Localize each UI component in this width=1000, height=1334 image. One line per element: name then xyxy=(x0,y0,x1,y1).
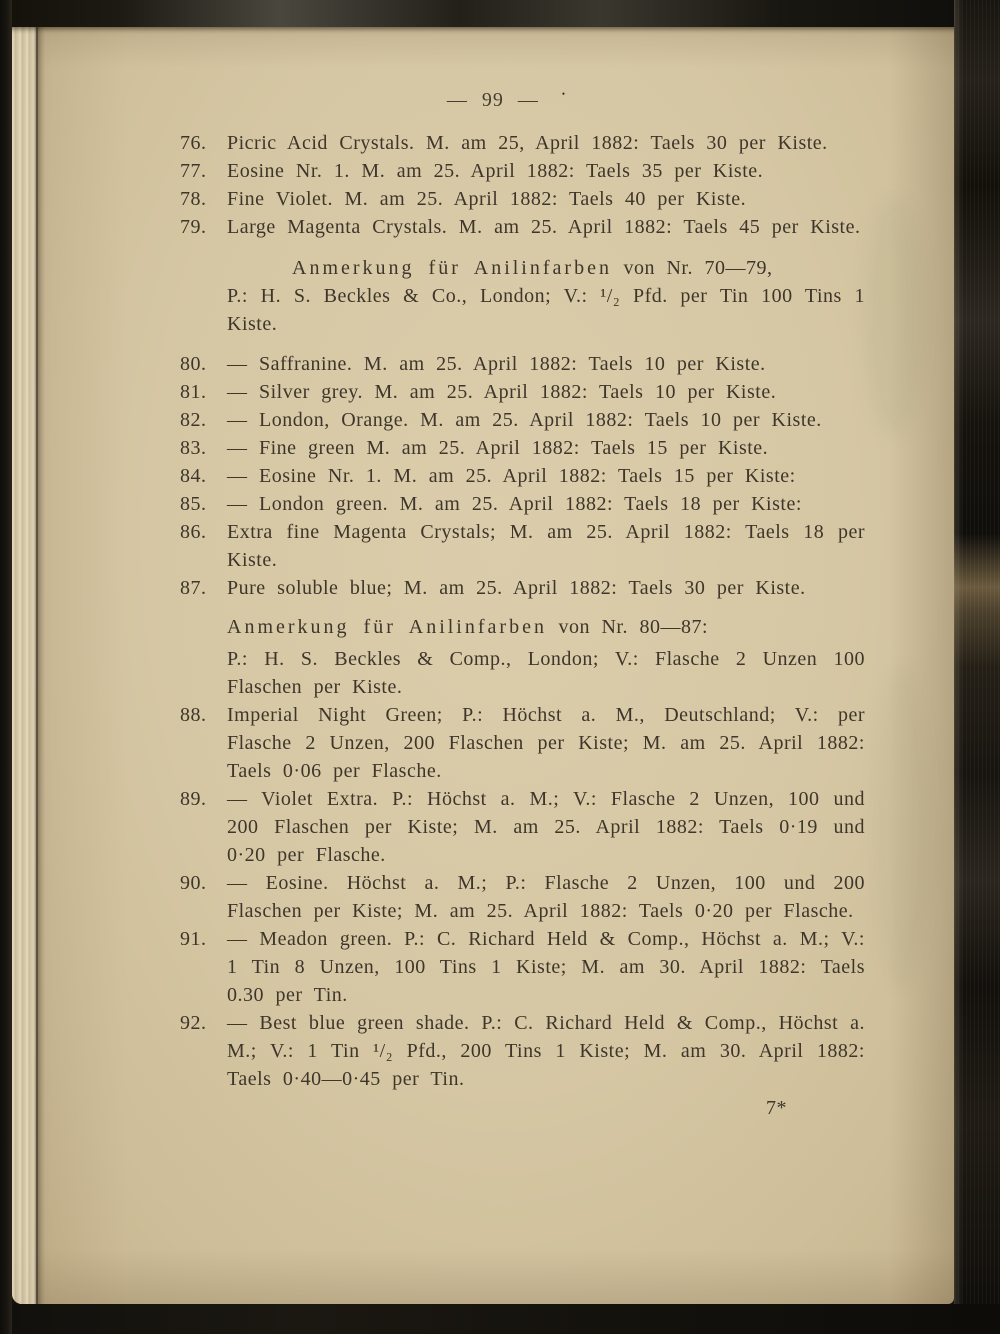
entry-text: Imperial Night Green; P.: Höchst a. M., Deutschland; V.: per Flasche 2 Unzen, 200 Flaschen per Kiste; M. am 25. April 1882: Taels 0·06 per Flasche. xyxy=(227,704,865,782)
entry-text: — Eosine. Höchst a. M.; P.: Flasche 2 Unzen, 100 und 200 Flaschen per Kiste; M. am 25. April 1882: Taels 0·20 per Flasche. xyxy=(227,872,865,922)
entry-text: Large Magenta Crystals. M. am 25. April 1882: Taels 45 per Kiste. xyxy=(227,216,861,238)
book-binding-left xyxy=(0,0,12,1334)
entry-87 xyxy=(180,574,865,602)
entry-text: Eosine Nr. 1. M. am 25. April 1882: Taels 35 per Kiste. xyxy=(227,160,764,182)
entry-text: Pure soluble blue; M. am 25. April 1882: Taels 30 per Kiste. xyxy=(227,577,806,599)
entry-81 xyxy=(180,378,865,406)
page-stain xyxy=(864,196,924,436)
book-edge-right xyxy=(954,0,1000,1334)
header-rule-left: — xyxy=(446,89,468,111)
entry-text: Extra fine Magenta Crystals; M. am 25. April 1882: Taels 18 per Kiste. xyxy=(227,521,865,571)
entry-91 xyxy=(180,925,865,1009)
entry-text: — London, Orange. M. am 25. April 1882: Taels 10 per Kiste. xyxy=(227,409,822,431)
book-page xyxy=(12,26,954,1304)
entry-text: — Fine green M. am 25. April 1882: Taels 15 per Kiste. xyxy=(227,437,769,459)
entry-number: 80. xyxy=(180,353,207,375)
entry-number: 89. xyxy=(180,788,207,810)
entry-77 xyxy=(180,157,865,185)
entry-number: 86. xyxy=(180,521,207,543)
entry-90 xyxy=(180,869,865,925)
entry-number: 92. xyxy=(180,1012,207,1034)
signature-mark: 7* xyxy=(766,1097,787,1119)
note-body: P.: H. S. Beckles & Comp., London; V.: Flasche 2 Unzen 100 Flaschen per Kiste. xyxy=(227,648,865,698)
gutter-crease xyxy=(33,26,45,1304)
entry-number: 81. xyxy=(180,381,207,403)
entry-82 xyxy=(180,406,865,434)
page-number: 99 xyxy=(481,89,504,111)
entry-92 xyxy=(180,1009,865,1093)
page-content xyxy=(180,80,865,1122)
entry-number: 85. xyxy=(180,493,207,515)
entry-number: 78. xyxy=(180,188,207,210)
note-heading xyxy=(292,254,865,282)
entry-text: — London green. M. am 25. April 1882: Taels 18 per Kiste: xyxy=(227,493,802,515)
note-anilinfarben-80-87 xyxy=(180,613,865,701)
entry-text: — Eosine Nr. 1. M. am 25. April 1882: Taels 15 per Kiste: xyxy=(227,465,796,487)
book-edge-top xyxy=(0,0,1000,27)
entry-84 xyxy=(180,462,865,490)
entry-text: — Silver grey. M. am 25. April 1882: Taels 10 per Kiste. xyxy=(227,381,777,403)
entry-number: 82. xyxy=(180,409,207,431)
entry-80 xyxy=(180,350,865,378)
entry-number: 88. xyxy=(180,704,207,726)
entry-79 xyxy=(180,213,865,241)
entry-number: 83. xyxy=(180,437,207,459)
book-edge-bottom xyxy=(0,1304,1000,1334)
entry-number: 79. xyxy=(180,216,207,238)
entry-number: 84. xyxy=(180,465,207,487)
entry-76 xyxy=(180,129,865,157)
entry-number: 91. xyxy=(180,928,207,950)
header-rule-right: — xyxy=(517,89,539,111)
ink-speck: • xyxy=(561,89,567,99)
entry-text: — Saffranine. M. am 25. April 1882: Taels 10 per Kiste. xyxy=(227,353,766,375)
entry-85 xyxy=(180,490,865,518)
entry-text: — Best blue green shade. P.: C. Richard Held & Comp., Höchst a. M.; V.: 1 Tin ¹/₂ Pfd., 200 Tins 1 Kiste; M. am 30. April 1882: Taels 0·40—0·45 per Tin. xyxy=(227,1012,865,1090)
entry-78 xyxy=(180,185,865,213)
entry-text: — Violet Extra. P.: Höchst a. M.; V.: Flasche 2 Unzen, 100 und 200 Flaschen per Kiste; M. am 25. April 1882: Taels 0·19 und 0·20 per Flasche. xyxy=(227,788,865,866)
entry-text: Picric Acid Crystals. M. am 25, April 1882: Taels 30 per Kiste. xyxy=(227,132,828,154)
note-heading-spaced: Anmerkung für Anilinfarben xyxy=(292,257,612,279)
entry-86 xyxy=(180,518,865,574)
page-stain xyxy=(874,666,929,986)
note-heading-rest: von Nr. 70—79, xyxy=(611,257,773,279)
entry-number: 77. xyxy=(180,160,207,182)
note-heading-spaced: Anmerkung für Anilinfarben xyxy=(227,616,547,638)
entry-88 xyxy=(180,701,865,785)
entry-text: — Meadon green. P.: C. Richard Held & Comp., Höchst a. M.; V.: 1 Tin 8 Unzen, 100 Tins 1 Kiste; M. am 30. April 1882: Taels 0.30 per Tin. xyxy=(227,928,865,1006)
entry-number: 90. xyxy=(180,872,207,894)
entry-text: Fine Violet. M. am 25. April 1882: Taels 40 per Kiste. xyxy=(227,188,747,210)
note-anilinfarben-70-79 xyxy=(180,254,865,338)
entry-89 xyxy=(180,785,865,869)
entry-83 xyxy=(180,434,865,462)
note-heading-rest: von Nr. 80—87: xyxy=(546,616,709,638)
entry-number: 76. xyxy=(180,132,207,154)
note-heading xyxy=(227,613,865,641)
page-header xyxy=(180,80,865,114)
entry-number: 87. xyxy=(180,577,207,599)
note-body: P.: H. S. Beckles & Co., London; V.: ¹/₂ Pfd. per Tin 100 Tins 1 Kiste. xyxy=(227,285,865,335)
